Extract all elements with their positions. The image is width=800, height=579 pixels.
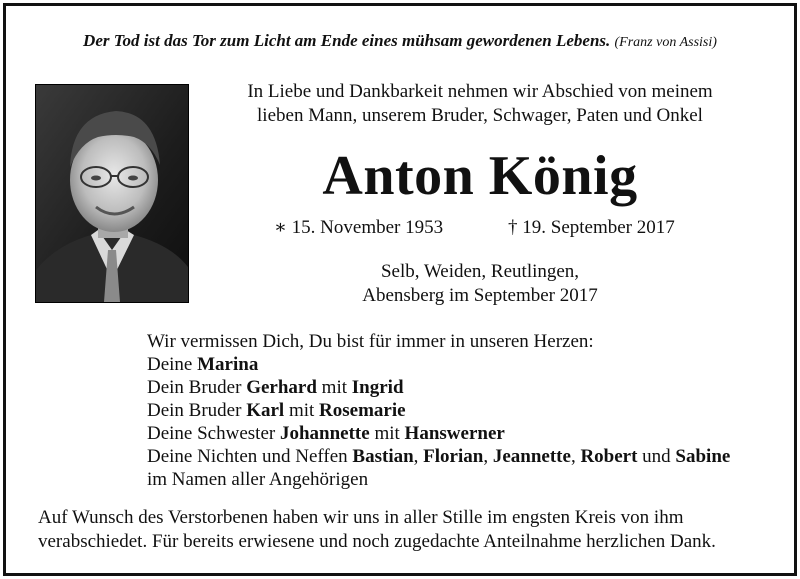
mourners-footer: im Namen aller Angehörigen — [147, 469, 369, 490]
mourner-name: Marina — [197, 354, 259, 375]
mourner-prefix: Deine — [147, 354, 193, 375]
motto-source: (Franz von Assisi) — [614, 35, 717, 50]
motto-quote — [0, 31, 800, 51]
mourners-heading: Wir vermissen Dich, Du bist für immer in unseren Herzen: — [147, 331, 594, 352]
closing-line-2: verabschiedet. Für bereits erwiesene und noch zugedachte Anteilnahme herzlichen Dank. — [38, 531, 716, 552]
portrait-photo — [35, 84, 189, 303]
mourner-name: Johannette — [279, 423, 370, 444]
intro-line-1: In Liebe und Dankbarkeit nehmen wir Abschied von meinem — [247, 81, 713, 102]
closing-note — [38, 506, 768, 554]
intro-text — [200, 80, 760, 128]
mourner-brother-2 — [147, 399, 787, 422]
places-and-date — [200, 260, 760, 308]
deceased-name: Anton König — [322, 145, 638, 207]
mourner-name: Gerhard — [246, 377, 317, 398]
separator: , — [570, 446, 576, 467]
mourner-wife — [147, 353, 787, 376]
mourner-conjunction: mit — [321, 377, 348, 398]
birth-star-icon: ∗ — [274, 217, 287, 238]
mourner-prefix: Deine Nichten und Neffen — [147, 446, 348, 467]
mourner-name: Jeannette — [492, 446, 571, 467]
intro-line-2: lieben Mann, unserem Bruder, Schwager, Paten und Onkel — [257, 105, 703, 126]
mourners-list — [147, 330, 787, 491]
separator: , — [483, 446, 489, 467]
motto-text: Der Tod ist das Tor zum Licht am Ende eines mühsam gewordenen Lebens. — [83, 31, 611, 50]
places-line-2: Abensberg im September 2017 — [362, 285, 598, 306]
death-date-text: 19. September 2017 — [522, 217, 675, 238]
birth-date-text: 15. November 1953 — [291, 217, 444, 238]
mourner-name: Sabine — [675, 446, 731, 467]
birth-date — [274, 216, 443, 240]
mourner-prefix: Dein Bruder — [147, 377, 242, 398]
mourner-prefix: Dein Bruder — [147, 400, 242, 421]
mourner-conjunction: mit — [374, 423, 400, 444]
mourner-name: Florian — [423, 446, 484, 467]
mourner-name: Robert — [580, 446, 638, 467]
mourner-conjunction: mit — [288, 400, 315, 421]
mourner-prefix: Deine Schwester — [147, 423, 276, 444]
mourner-brother-1 — [147, 376, 787, 399]
death-cross-icon: † — [508, 217, 518, 238]
closing-line-1: Auf Wunsch des Verstorbenen haben wir uns in aller Stille im engsten Kreis von ihm — [38, 507, 684, 528]
mourner-nieces-nephews — [147, 445, 787, 468]
places-line-1: Selb, Weiden, Reutlingen, — [380, 261, 580, 282]
mourner-partner: Rosemarie — [319, 400, 406, 421]
mourner-name: Bastian — [352, 446, 414, 467]
mourner-conjunction: und — [642, 446, 671, 467]
separator: , — [413, 446, 419, 467]
mourner-name: Karl — [246, 400, 285, 421]
mourner-partner: Ingrid — [351, 377, 404, 398]
mourner-sister — [147, 422, 787, 445]
mourner-partner: Hanswerner — [404, 423, 505, 444]
death-date — [508, 216, 675, 240]
